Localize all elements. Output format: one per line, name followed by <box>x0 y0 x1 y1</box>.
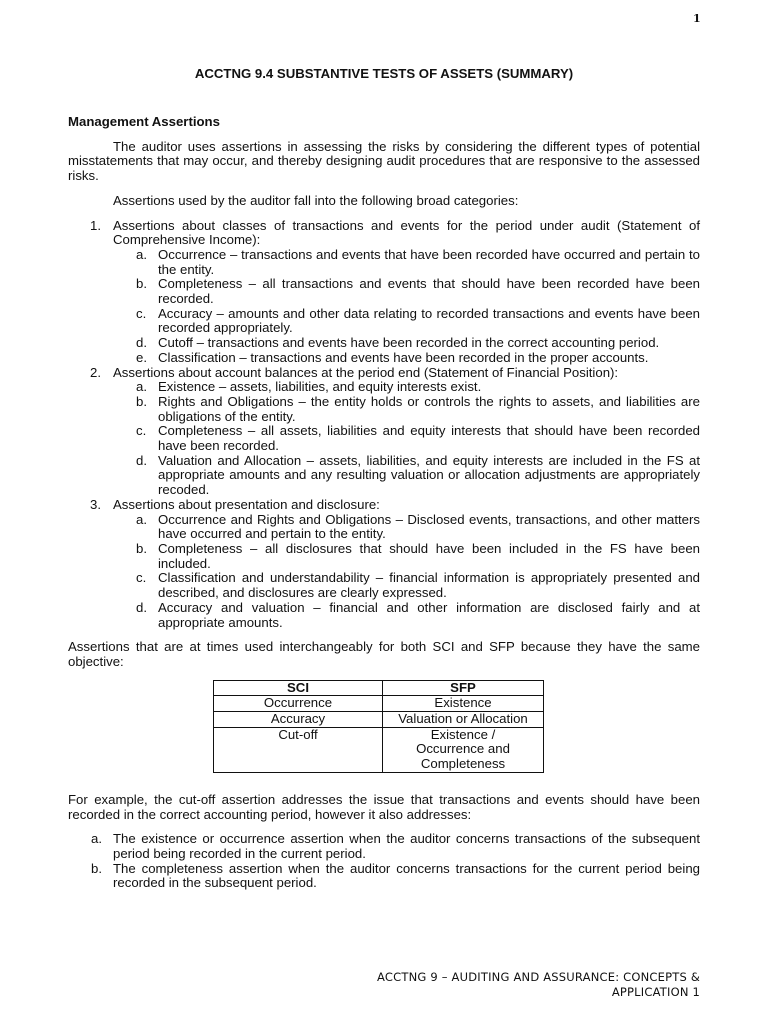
example-item <box>68 832 700 861</box>
table-cell: Occurrence <box>214 696 383 712</box>
page-number: 1 <box>693 12 701 25</box>
example-item <box>68 862 700 891</box>
assertion-text: Accuracy – amounts and other data relating to recorded transactions and events have been recorded appropriately. <box>158 305 700 336</box>
table-cell: Existence <box>383 696 544 712</box>
section-heading: Management Assertions <box>68 114 220 129</box>
category-text: Assertions about account balances at the period end (Statement of Financial Position): <box>113 364 619 380</box>
assertion-text: Rights and Obligations – the entity holds or controls the rights to assets, and liabilities are obligations of the entity. <box>158 393 700 424</box>
assertion-text: Accuracy and valuation – financial and other information are disclosed fairly and at appropriate amounts. <box>158 599 700 630</box>
assertion-text: Existence – assets, liabilities, and equity interests exist. <box>158 379 482 395</box>
assertion-item <box>113 542 700 571</box>
table-cell: Accuracy <box>214 712 383 728</box>
assertion-item <box>113 277 700 306</box>
assertion-label: b. <box>136 540 147 556</box>
assertion-label: d. <box>136 452 147 468</box>
table-cell: Cut-off <box>214 727 383 772</box>
assertion-item <box>113 454 700 498</box>
table-row <box>214 727 544 772</box>
assertion-label: a. <box>136 511 147 527</box>
header-sci: SCI <box>214 680 383 696</box>
sci-sfp-table <box>213 680 544 773</box>
assertion-label: b. <box>136 393 147 409</box>
example-list <box>68 832 700 891</box>
assertion-label: c. <box>136 423 147 439</box>
category-label: 3. <box>90 496 101 512</box>
assertion-item <box>113 351 700 366</box>
category-item <box>68 219 700 248</box>
assertion-item <box>113 336 700 351</box>
assertion-text: Completeness – all disclosures that should have been included in the FS have been included. <box>158 540 700 571</box>
table-row <box>214 712 544 728</box>
assertion-label: e. <box>136 349 147 365</box>
assertion-label: a. <box>136 379 147 395</box>
assertion-text: Completeness – all assets, liabilities and equity interests that should have been recorded have been recorded. <box>158 423 700 454</box>
assertion-text: Occurrence – transactions and events that have been recorded have occurred and pertain to the entity. <box>158 246 700 277</box>
example-text: The completeness assertion when the auditor concerns transactions for the current period being recorded in the subsequent period. <box>113 860 700 891</box>
assertion-label: a. <box>136 246 147 262</box>
assertion-item <box>113 571 700 600</box>
assertion-text: Valuation and Allocation – assets, liabilities, and equity interests are included in the FS at appropriate amounts and any resulting valuation or allocation adjustments are appropriately recoded. <box>158 452 700 498</box>
table-row <box>214 696 544 712</box>
example-label: b. <box>91 860 102 876</box>
category-label: 1. <box>90 217 101 233</box>
example-paragraph: For example, the cut-off assertion addresses the issue that transactions and events should have been recorded in the correct accounting period, however it also addresses: <box>68 791 700 822</box>
assertion-text: Classification – transactions and events have been recorded in the proper accounts. <box>158 349 649 365</box>
assertion-categories <box>68 219 700 631</box>
page-footer: ACCTNG 9 – AUDITING AND ASSURANCE: CONCEPTS & APPLICATION 1 <box>377 970 700 999</box>
assertion-item <box>113 513 700 542</box>
assertion-item <box>113 424 700 453</box>
example-text: The existence or occurrence assertion when the auditor concerns transactions of the subsequent period being recorded in the current period. <box>113 831 700 861</box>
document-title: ACCTNG 9.4 SUBSTANTIVE TESTS OF ASSETS (SUMMARY) <box>194 66 574 81</box>
category-item <box>68 498 700 513</box>
assertion-item <box>113 601 700 630</box>
category-label: 2. <box>90 364 101 380</box>
interchange-paragraph: Assertions that are at times used interchangeably for both SCI and SFP because they have the same objective: <box>68 639 700 669</box>
assertion-label: d. <box>136 335 147 351</box>
assertion-label: b. <box>136 276 147 292</box>
category-text: Assertions about presentation and disclosure: <box>113 496 380 512</box>
category-text: Assertions about classes of transactions and events for the period under audit (Statement of Comprehensive Income): <box>113 217 700 248</box>
example-label: a. <box>91 831 102 847</box>
table-cell: Existence / Occurrence and Completeness <box>383 727 544 772</box>
table-cell: Valuation or Allocation <box>383 712 544 728</box>
category-item <box>68 366 700 381</box>
assertion-label: c. <box>136 305 147 321</box>
assertion-text: Cutoff – transactions and events have been recorded in the correct accounting period. <box>158 335 660 351</box>
assertion-text: Completeness – all transactions and events that should have been recorded have been recorded. <box>158 276 700 307</box>
categories-intro: Assertions used by the auditor fall into the following broad categories: <box>113 192 519 208</box>
assertion-text: Occurrence and Rights and Obligations – Disclosed events, transactions, and other matters have occurred and pertain to the entity. <box>158 511 700 542</box>
assertion-text: Classification and understandability – financial information is appropriately presented and described, and disclosures are clearly expressed. <box>158 570 700 601</box>
document-body <box>68 115 700 891</box>
intro-paragraph: The auditor uses assertions in assessing the risks by considering the different types of potential misstatements that may occur, and thereby designing audit procedures that are responsive to the assessed risks. <box>68 138 700 184</box>
assertion-label: d. <box>136 599 147 615</box>
table-header-row <box>214 680 544 696</box>
header-sfp: SFP <box>383 680 544 696</box>
assertion-item <box>113 395 700 424</box>
assertion-item <box>113 307 700 336</box>
assertion-label: c. <box>136 570 147 586</box>
assertion-item <box>113 380 700 395</box>
assertion-item <box>113 248 700 277</box>
